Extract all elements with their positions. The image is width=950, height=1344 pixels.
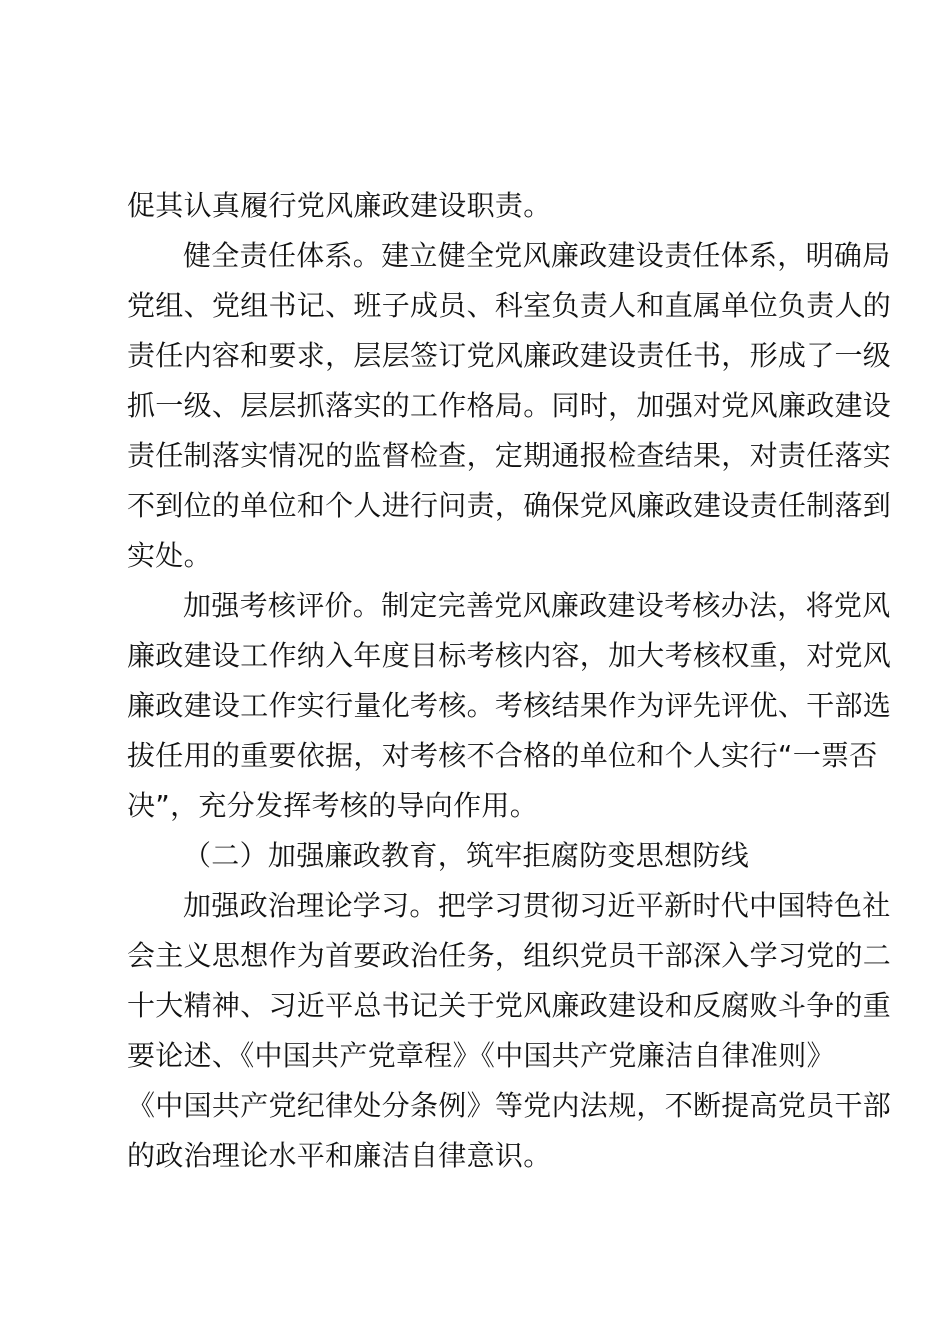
paragraph-line: 廉政建设工作纳入年度目标考核内容，加大考核权重，对党风 [127,639,892,672]
paragraph-line: 促其认真履行党风廉政建设职责。 [127,189,552,222]
paragraph-line: 责任制落实情况的监督检查，定期通报检查结果，对责任落实 [127,439,892,472]
paragraph-line: 责任内容和要求，层层签订党风廉政建设责任书，形成了一级 [127,339,892,372]
paragraph-line: 要论述、《中国共产党章程》《中国共产党廉洁自律准则》 [127,1039,835,1072]
paragraph-line: 抓一级、层层抓落实的工作格局。同时，加强对党风廉政建设 [127,389,892,422]
paragraph-line: 实处。 [127,539,212,572]
paragraph-line: 的政治理论水平和廉洁自律意识。 [127,1139,552,1172]
paragraph-line: 《中国共产党纪律处分条例》等党内法规，不断提高党员干部 [127,1089,892,1122]
paragraph-line: 不到位的单位和个人进行问责，确保党风廉政建设责任制落到 [127,489,892,522]
paragraph-line: 决”，充分发挥考核的导向作用。 [127,789,539,822]
paragraph-line: 健全责任体系。建立健全党风廉政建设责任体系，明确局 [183,239,891,272]
paragraph-line: 拔任用的重要依据，对考核不合格的单位和个人实行“一票否 [127,739,878,772]
paragraph-line: 十大精神、习近平总书记关于党风廉政建设和反腐败斗争的重 [127,989,892,1022]
paragraph-line: 党组、党组书记、班子成员、科室负责人和直属单位负责人的 [127,289,892,322]
paragraph-line: 加强考核评价。制定完善党风廉政建设考核办法，将党风 [183,589,891,622]
section-heading: （二）加强廉政教育，筑牢拒腐防变思想防线 [183,839,750,872]
paragraph-line: 廉政建设工作实行量化考核。考核结果作为评先评优、干部选 [127,689,892,722]
paragraph-line: 会主义思想作为首要政治任务，组织党员干部深入学习党的二 [127,939,892,972]
paragraph-line: 加强政治理论学习。把学习贯彻习近平新时代中国特色社 [183,889,891,922]
